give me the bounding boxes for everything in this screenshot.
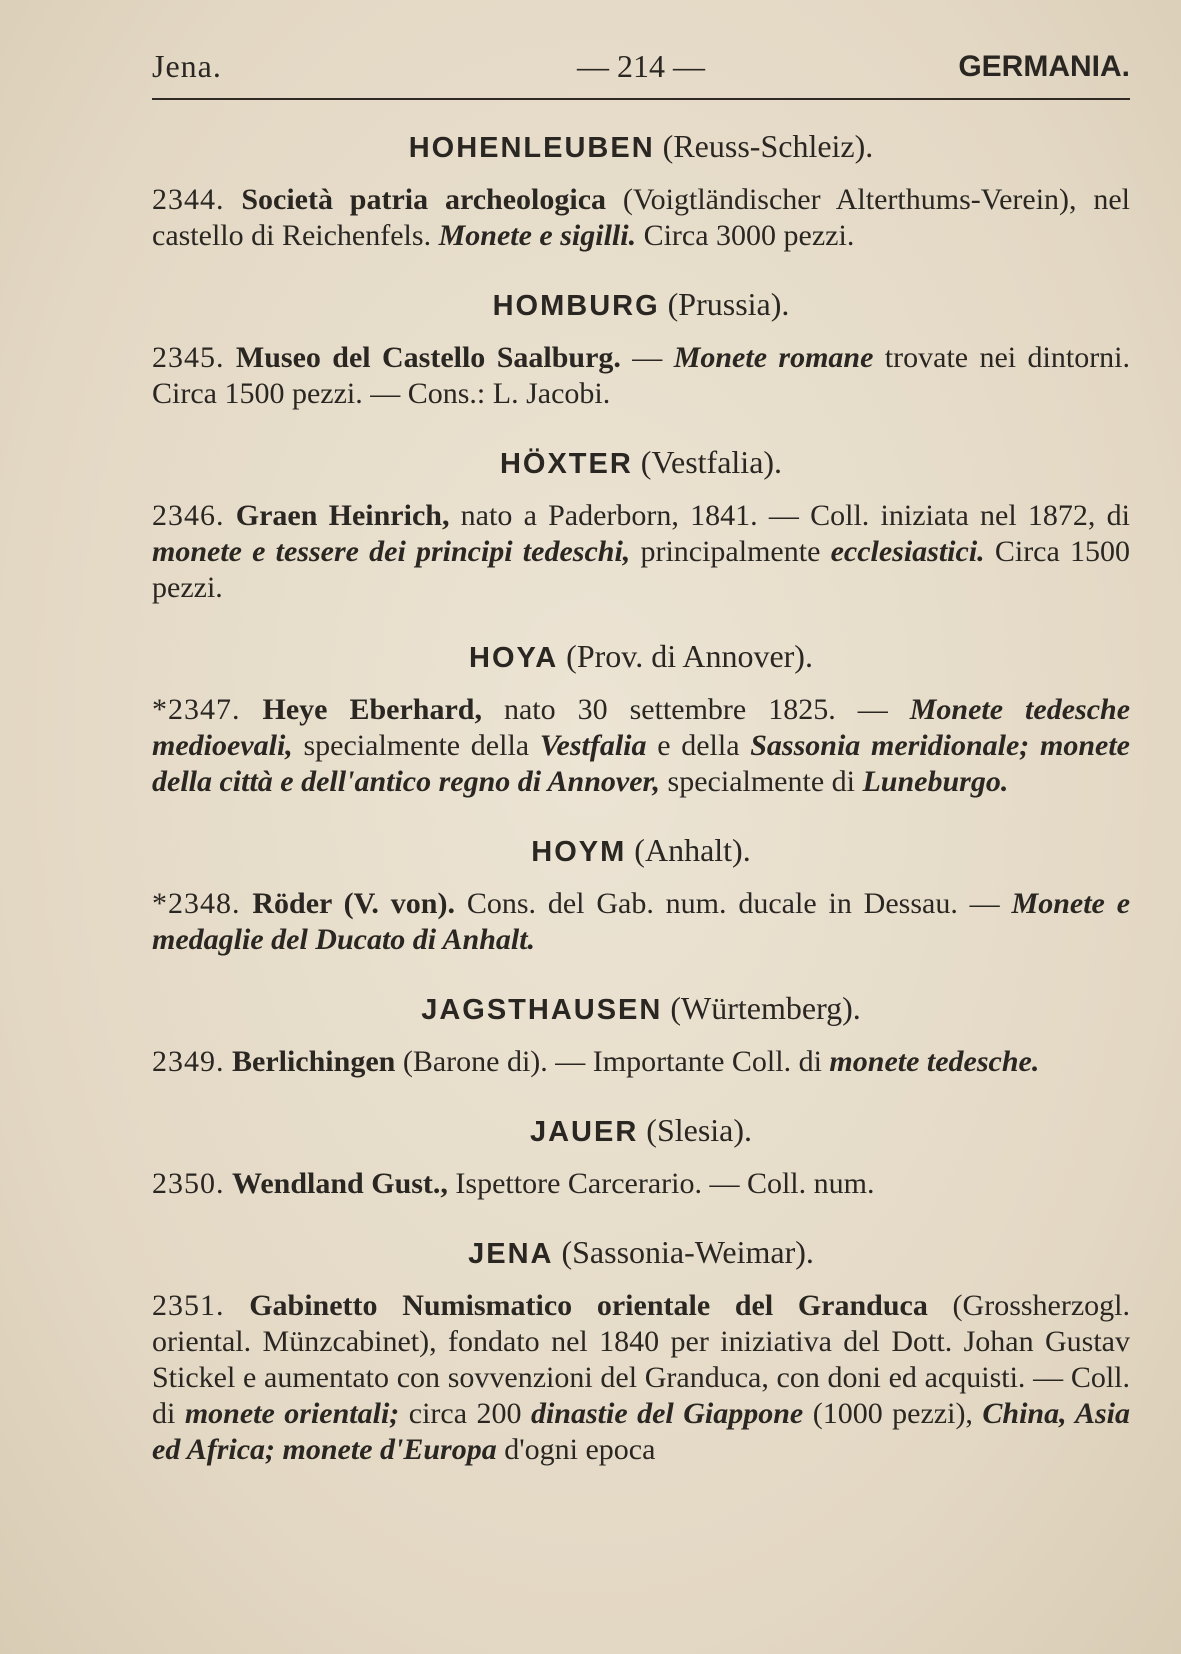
catalog-entry — [152, 886, 1130, 958]
entry-text: Ispettore Carcerario. — Coll. num. — [447, 1167, 875, 1200]
entry-name: Museo del Castello Saalburg. — [235, 341, 621, 374]
section-heading — [152, 990, 1130, 1028]
entry-name: Graen Heinrich, — [235, 499, 450, 532]
city-name: HOHENLEUBEN — [408, 132, 655, 164]
entry-text: principalmente — [630, 535, 831, 568]
entry-number: 2344. — [152, 183, 225, 216]
city-name: JAUER — [529, 1116, 639, 1148]
entry-number: 2349. — [152, 1045, 225, 1078]
entry-text: e della — [646, 729, 751, 762]
entry-italic: monete tedesche. — [829, 1045, 1040, 1078]
section-heading — [152, 128, 1130, 166]
city-name: JENA — [468, 1238, 554, 1270]
region-name: (Prov. di Annover). — [566, 638, 813, 674]
section-heading — [152, 832, 1130, 870]
city-name: HOYA — [469, 642, 559, 674]
entry-text: Circa 1500 pezzi. — [152, 535, 1130, 604]
book-page — [152, 40, 1130, 1468]
entry-italic: Sassonia meridionale; monete della città e dell'antico regno di Annover, — [152, 729, 1130, 798]
region-name: (Reuss-Schleiz). — [662, 128, 874, 164]
catalog-entry — [152, 1288, 1130, 1468]
entry-text: Cons. del Gab. num. ducale in Dessau. — — [454, 887, 1012, 920]
running-head — [152, 40, 1130, 96]
entry-italic: Vestfalia — [539, 729, 647, 762]
header-rule — [152, 98, 1130, 100]
running-head-left: Jena. — [152, 48, 222, 84]
city-name: HOYM — [531, 836, 627, 868]
entry-name: Wendland Gust., — [232, 1167, 448, 1200]
entry-text: (Grossherzogl. oriental. Münzcabinet), fondato nel 1840 per iniziativa del Dott. Johan Gustav Stickel e aumentato con sovvenzioni del Granduca, con doni ed acquisti. — Coll. di — [152, 1289, 1131, 1430]
city-name: HÖXTER — [499, 448, 633, 480]
entry-number: 2346. — [152, 499, 225, 532]
entry-text: Circa 3000 pezzi. — [636, 219, 855, 252]
section-heading — [152, 1234, 1130, 1272]
entry-text: circa 200 — [399, 1397, 531, 1430]
page-number: — 214 — — [577, 48, 705, 84]
city-name: JAGSTHAUSEN — [421, 994, 663, 1026]
entry-name: Berlichingen — [232, 1045, 396, 1078]
entry-name: Società patria archeologica — [241, 183, 607, 216]
catalog-entry — [152, 1044, 1130, 1080]
entry-italic: monete e tessere dei principi tedeschi, — [152, 535, 631, 568]
catalog-entry — [152, 340, 1130, 412]
region-name: (Würtemberg). — [670, 990, 861, 1026]
entry-italic: Monete e sigilli. — [438, 219, 637, 252]
entry-number: 2345. — [152, 341, 225, 374]
entry-number: 2351. — [152, 1289, 225, 1322]
entry-number: *2348. — [152, 887, 241, 920]
entry-text: nato a Paderborn, 1841. — Coll. iniziata nel 1872, di — [449, 499, 1130, 532]
region-name: (Slesia). — [646, 1112, 753, 1148]
region-name: (Sassonia-Weimar). — [561, 1234, 814, 1270]
section-heading — [152, 286, 1130, 324]
region-name: (Prussia). — [667, 286, 790, 322]
entry-name: Heye Eberhard, — [262, 693, 482, 726]
region-name: (Anhalt). — [634, 832, 751, 868]
entry-text: — — [620, 341, 674, 374]
entry-italic: Luneburgo. — [862, 765, 1009, 798]
entry-number: *2347. — [152, 693, 241, 726]
entry-text: d'ogni epoca — [496, 1433, 656, 1466]
entry-name: Röder (V. von). — [252, 887, 455, 920]
catalog-entry — [152, 498, 1130, 606]
section-heading — [152, 638, 1130, 676]
entry-italic: dinastie del Giappone — [530, 1397, 804, 1430]
entry-text: (Voigtländischer Alterthums-Verein), nel castello di Reichenfels. — [152, 183, 1131, 252]
entry-italic: Monete romane — [673, 341, 874, 374]
running-head-right: GERMANIA. — [958, 50, 1130, 83]
catalog-entry — [152, 182, 1130, 254]
entry-italic: Monete e medaglie del Ducato di Anhalt. — [152, 887, 1131, 956]
section-heading — [152, 1112, 1130, 1150]
entry-italic: Monete tedesche medioevali, — [152, 693, 1131, 762]
region-name: (Vestfalia). — [640, 444, 783, 480]
entry-number: 2350. — [152, 1167, 225, 1200]
entry-italic: China, Asia ed Africa; monete d'Europa — [152, 1397, 1130, 1466]
entry-italic: monete orientali; — [184, 1397, 400, 1430]
entry-text: trovate nei dintorni. Circa 1500 pezzi. — Cons.: L. Jacobi. — [152, 341, 1131, 410]
entry-name: Gabinetto Numismatico orientale del Granduca — [249, 1289, 928, 1322]
entry-text: specialmente di — [660, 765, 863, 798]
section-heading — [152, 444, 1130, 482]
catalog-entry — [152, 692, 1130, 800]
entry-text: nato 30 settembre 1825. — — [481, 693, 910, 726]
entry-italic: ecclesiastici. — [830, 535, 985, 568]
city-name: HOMBURG — [492, 290, 660, 322]
entry-text: (Barone di). — Importante Coll. di — [395, 1045, 830, 1078]
entry-text: specialmente della — [292, 729, 540, 762]
entry-text: (1000 pezzi), — [803, 1397, 983, 1430]
catalog-entry — [152, 1166, 1130, 1202]
